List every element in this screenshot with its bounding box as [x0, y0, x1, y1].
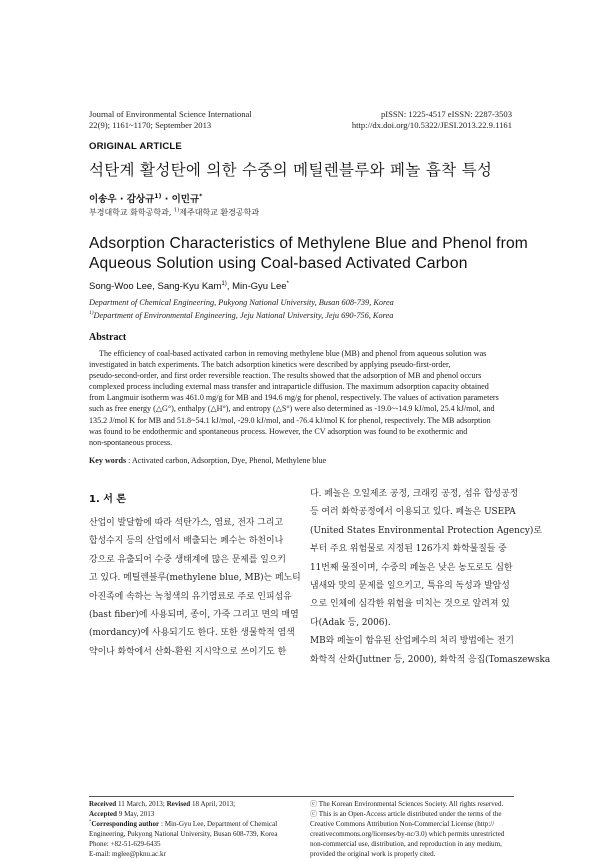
- body-line: 으로 인체에 심각한 위험을 미치는 것으로 알려져 있: [310, 599, 510, 610]
- doi-link[interactable]: http://dx.doi.org/10.5322/JESI.2013.22.9.1161: [351, 120, 512, 130]
- body-line: 산업이 발달함에 따라 석탄가스, 염료, 전자 그리고: [89, 518, 284, 528]
- body-line: 합성수지 등의 산업에서 배출되는 폐수는 하천이나: [89, 536, 284, 547]
- keywords-label: Key words: [89, 456, 127, 465]
- body-line: 고 있다. 메틸렌블루(methylene blue, MB)는 페노티: [89, 573, 301, 584]
- license-line: provided the original work is properly cited.: [310, 850, 436, 858]
- english-title: Adsorption Characteristics of Methylene Blue and Phenol from Aqueous Solution using Coal-based Activated Carbon: [89, 235, 528, 272]
- english-affiliations: Department of Chemical Engineering, Pukyong National University, Busan 608-739, Korea $^{1)}$Department of Environmental Engineering, Jeju National University, Jeju 690-756, Korea: [89, 298, 394, 320]
- english-authors: Song-Woo Lee, Sang-Kyu Kam$^{1)}$, Min-Gyu Lee*: [89, 279, 289, 292]
- body-line: (mordancy)에 사용되기도 한다. 또한 생물학적 염색: [89, 628, 295, 639]
- license-line: Creative Commons Attribution Non-Commercial License (http://: [310, 820, 495, 828]
- body-line: 다(Adak 등, 2006).: [310, 617, 391, 628]
- body-line: 다. 페놀은 오일제조 공정, 크래킹 공정, 섬유 합성공정: [310, 489, 519, 499]
- section-heading: 1. 서 론: [89, 494, 127, 505]
- keywords-list: : Activated carbon, Adsorption, Dye, Phenol, Methylene blue: [126, 456, 327, 465]
- body-line: 아진족에 속하는 녹청색의 유기염료로 주로 인피섬유: [89, 591, 292, 602]
- abstract-line: non-spontaneous process.: [89, 437, 173, 447]
- korean-title: 석탄계 활성탄에 의한 수중의 메틸렌블루와 페놀 흡착 특성: [89, 161, 493, 179]
- issn: pISSN: 1225-4517 eISSN: 2287-3503: [380, 109, 512, 119]
- journal-identifiers: [352, 109, 512, 131]
- journal-name: Journal of Environmental Science International: [89, 109, 252, 119]
- abstract-line: pseudo-second-order, and first order reversible reaction. The results showed that the adsorption of MB and phenol occurs: [89, 371, 482, 381]
- footnote-right: [310, 799, 515, 859]
- body-line: 등 여러 화학공정에서 이용되고 있다. 페놀은 USEPA: [310, 507, 516, 518]
- body-line: (bast fiber)에 사용되며, 종이, 가죽 그리고 면의 매염: [89, 610, 299, 621]
- abstract-line: complexed process including external mass transfer and intraparticle diffusion. The maximum adsorption capacity obtained: [89, 382, 489, 392]
- body-column-left: [89, 514, 301, 661]
- abstract-body: [89, 348, 514, 448]
- korean-authors: 이송우 · 감상규$^{1)}$ · 이민규*: [89, 192, 203, 205]
- body-line: (United States Environmental Protection Agency)로: [310, 525, 542, 536]
- body-line: 부터 주요 위험물로 지정된 126가지 화학물질들 중: [310, 544, 507, 555]
- abstract-line: was found to be endothermic and spontaneous process. However, the CV adsorption was found to be exothermic and: [89, 426, 468, 436]
- body-line: 냄새와 맛의 문제를 일으키고, 특유의 독성과 발암성: [310, 581, 510, 592]
- body-line: 약이나 화학에서 산화-환원 지시약으로 쓰이기도 한: [89, 646, 287, 657]
- abstract-line: from Langmuir isotherm was 461.0 mg/g for MB and 194.6 mg/g for phenol, respectively. The values of activation parameters: [89, 393, 499, 403]
- license-line: non-commercial use, distribution, and reproduction in any medium,: [310, 840, 502, 848]
- abstract-line: The efficiency of coal-based activated carbon in removing methylene blue (MB) and phenol from aqueous solution was: [99, 349, 487, 358]
- abstract-line: 135.2 J/mol K for MB and 51.8~54.1 kJ/mol, -29.0 kJ/mol, and -76.4 kJ/mol K for phenol, respectively. The MB adsorption: [89, 415, 491, 425]
- license-line: ⓒ This is an Open-Access article distributed under the terms of the: [310, 810, 502, 818]
- email-link[interactable]: E-mail: mglee@pknu.ac.kr: [89, 850, 166, 858]
- footnote-left: Received 11 March, 2013; Revised 18 April, 2013; Accepted 9 May, 2013 *Corresponding author : Min-Gyu Lee, Department of Chemical Engineering, Pukyong National University, Busan 608-739, Korea Phone: +82-51-629-6435 E-mail: mglee@pknu.ac.kr: [89, 799, 294, 859]
- journal-volume: 22(9); 1161~1170; September 2013: [89, 120, 212, 130]
- license-line: creativecommons.org/licenses/by-nc/3.0) which permits unrestricted: [310, 830, 505, 838]
- body-line: MB와 페놀이 함유된 산업폐수의 처리 방법에는 전기: [310, 636, 514, 647]
- body-line: 11번째 물질이며, 수중의 페놀은 낮은 농도로도 심한: [310, 562, 513, 573]
- body-line: 화학적 산화(Juttner 등, 2000), 화학적 응집(Tomaszewska: [310, 654, 551, 665]
- journal-citation: [89, 109, 252, 131]
- license-line: ⓒ The Korean Environmental Sciences Society. All rights reserved.: [310, 800, 504, 808]
- body-line: 강으로 유출되어 수중 생태계에 많은 문제를 일으키: [89, 554, 286, 565]
- footnote-divider: [89, 796, 514, 797]
- body-column-right: [310, 485, 551, 669]
- korean-affiliations: 부경대학교 화학공학과, $^{1)}$제주대학교 환경공학과: [89, 207, 260, 217]
- abstract-line: investigated in batch experiments. The batch adsorption kinetics were described by applying pseudo-first-order,: [89, 360, 451, 370]
- article-type: ORIGINAL ARTICLE: [89, 141, 182, 152]
- abstract-heading: Abstract: [89, 332, 127, 343]
- abstract-line: such as free energy (△G°), enthalpy (△H°), and entropy (△S°) were also determined as -19.0~-14.9 kJ/mol, 25.4 kJ/mol, and: [89, 404, 495, 414]
- keywords: [89, 456, 326, 465]
